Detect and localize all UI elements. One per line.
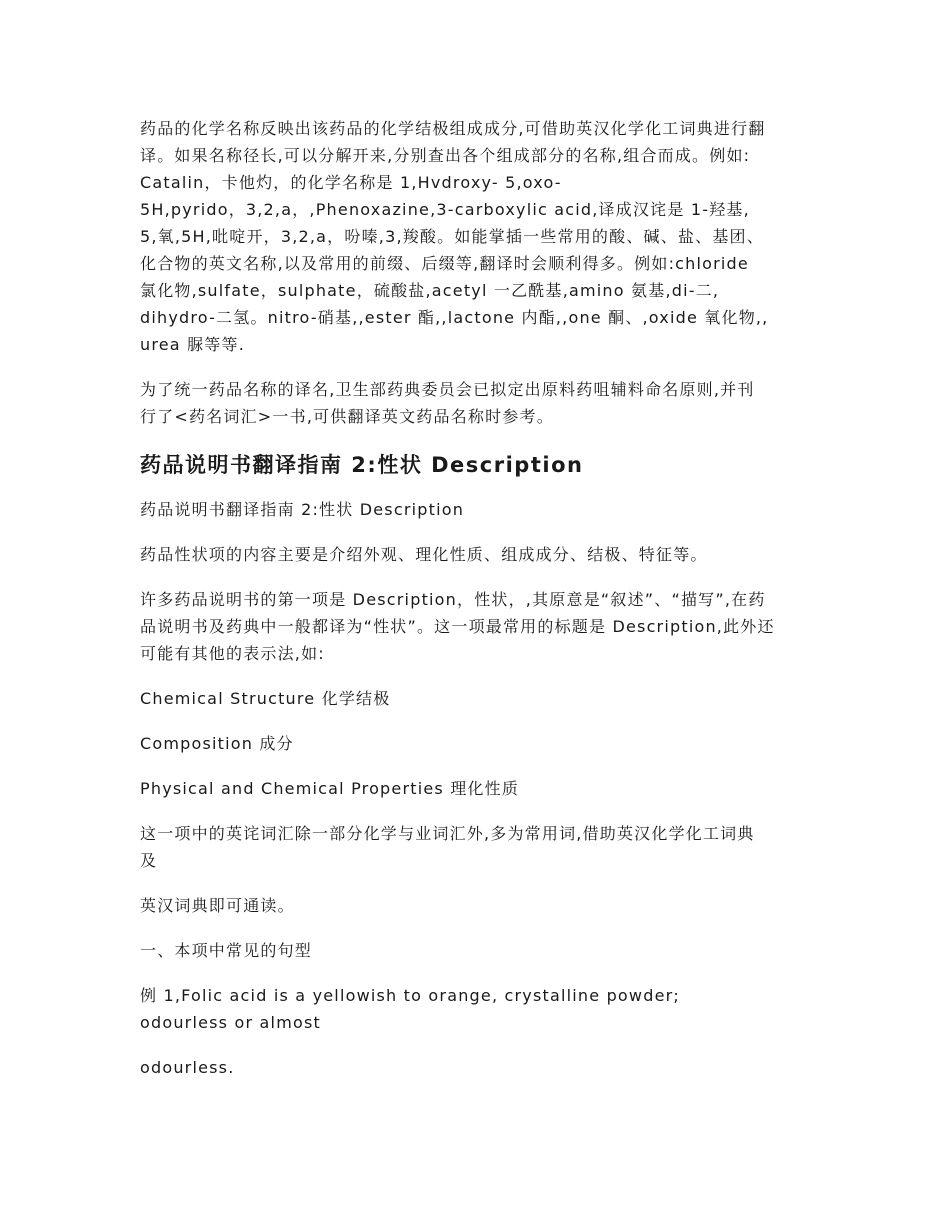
sentence-patterns-heading [140,937,812,964]
text-line: 英汉词典即可通读。 [140,896,295,915]
text-line: dihydro-二氢。nitro-硝基,,ester 酯,,lactone 内酯,,one 酮、,oxide 氧化物,, [140,308,769,327]
text-line: 这一项中的英诧词汇除一部分化学与业词汇外,多为常用词,借助英汉化学化工词典 [140,824,755,843]
example-1-paragraph [140,982,812,1036]
dictionary-paragraph [140,892,812,919]
section-heading: 药品说明书翻译指南 2:性状 Description [140,453,584,477]
text-line: odourless or almost [140,1013,321,1032]
text-line: 为了统一药品名称的译名,卫生部药典委员会已拟定出原料药咀辅料命名原则,并刊 [140,380,755,399]
intro-paragraph-2 [140,376,812,430]
intro-paragraph-1 [140,115,812,358]
term-chemical-structure [140,685,812,712]
text-line: 一、本项中常见的句型 [140,941,313,960]
text-line: 及 [140,851,158,870]
text-line: 可能有其他的表示法,如: [140,644,325,663]
text-line: 药品说明书翻译指南 2:性状 Description [140,500,465,519]
text-line: odourless. [140,1058,235,1077]
term-physical-chemical-properties [140,775,812,802]
example-1-continuation [140,1054,812,1081]
text-line: Physical and Chemical Properties 理化性质 [140,779,520,798]
text-line: Composition 成分 [140,734,294,753]
vocabulary-paragraph [140,820,812,874]
text-line: 品说明书及药典中一般都译为“性状”。这一项最常用的标题是 Description,此外还 [140,617,775,636]
text-line: 许多药品说明书的第一项是 Description，性状，,其原意是“叙述”、“描写”,在药 [140,590,766,609]
term-composition [140,730,812,757]
text-line: 药品的化学名称反映出该药品的化学结极组成成分,可借助英汉化学化工词典进行翻 [140,119,766,138]
text-line: Chemical Structure 化学结极 [140,689,391,708]
section-subtitle [140,496,812,523]
text-line: 化合物的英文名称,以及常用的前缀、后缀等,翻译时会顺利得多。例如:chloride [140,254,749,273]
description-intro-paragraph [140,586,812,667]
text-line: 行了<药名词汇>一书,可供翻译英文药品名称时参考。 [140,407,554,426]
text-line: 药品性状项的内容主要是介绍外观、理化性质、组成成分、结极、特征等。 [140,545,708,564]
description-paragraph [140,541,812,568]
text-line: 氯化物,sulfate，sulphate，硫酸盐,acetyl 一乙酰基,amino 氨基,di-二, [140,281,720,300]
text-line: urea 脲等等. [140,335,245,354]
text-line: 5,氧,5H,吡啶开，3,2,a，吩嗪,3,羧酸。如能掌插一些常用的酸、碱、盐、基团、 [140,227,764,246]
text-line: 译。如果名称径长,可以分解开来,分别查出各个组成部分的名称,组合而成。例如: [140,146,751,165]
text-line: 5H,pyrido，3,2,a，,Phenoxazine,3-carboxylic acid,译成汉诧是 1-羟基, [140,200,750,219]
text-line: 例 1,Folic acid is a yellowish to orange, crystalline powder; [140,986,680,1005]
text-line: Catalin，卡他灼，的化学名称是 1,Hvdroxy- 5,oxo- [140,173,562,192]
